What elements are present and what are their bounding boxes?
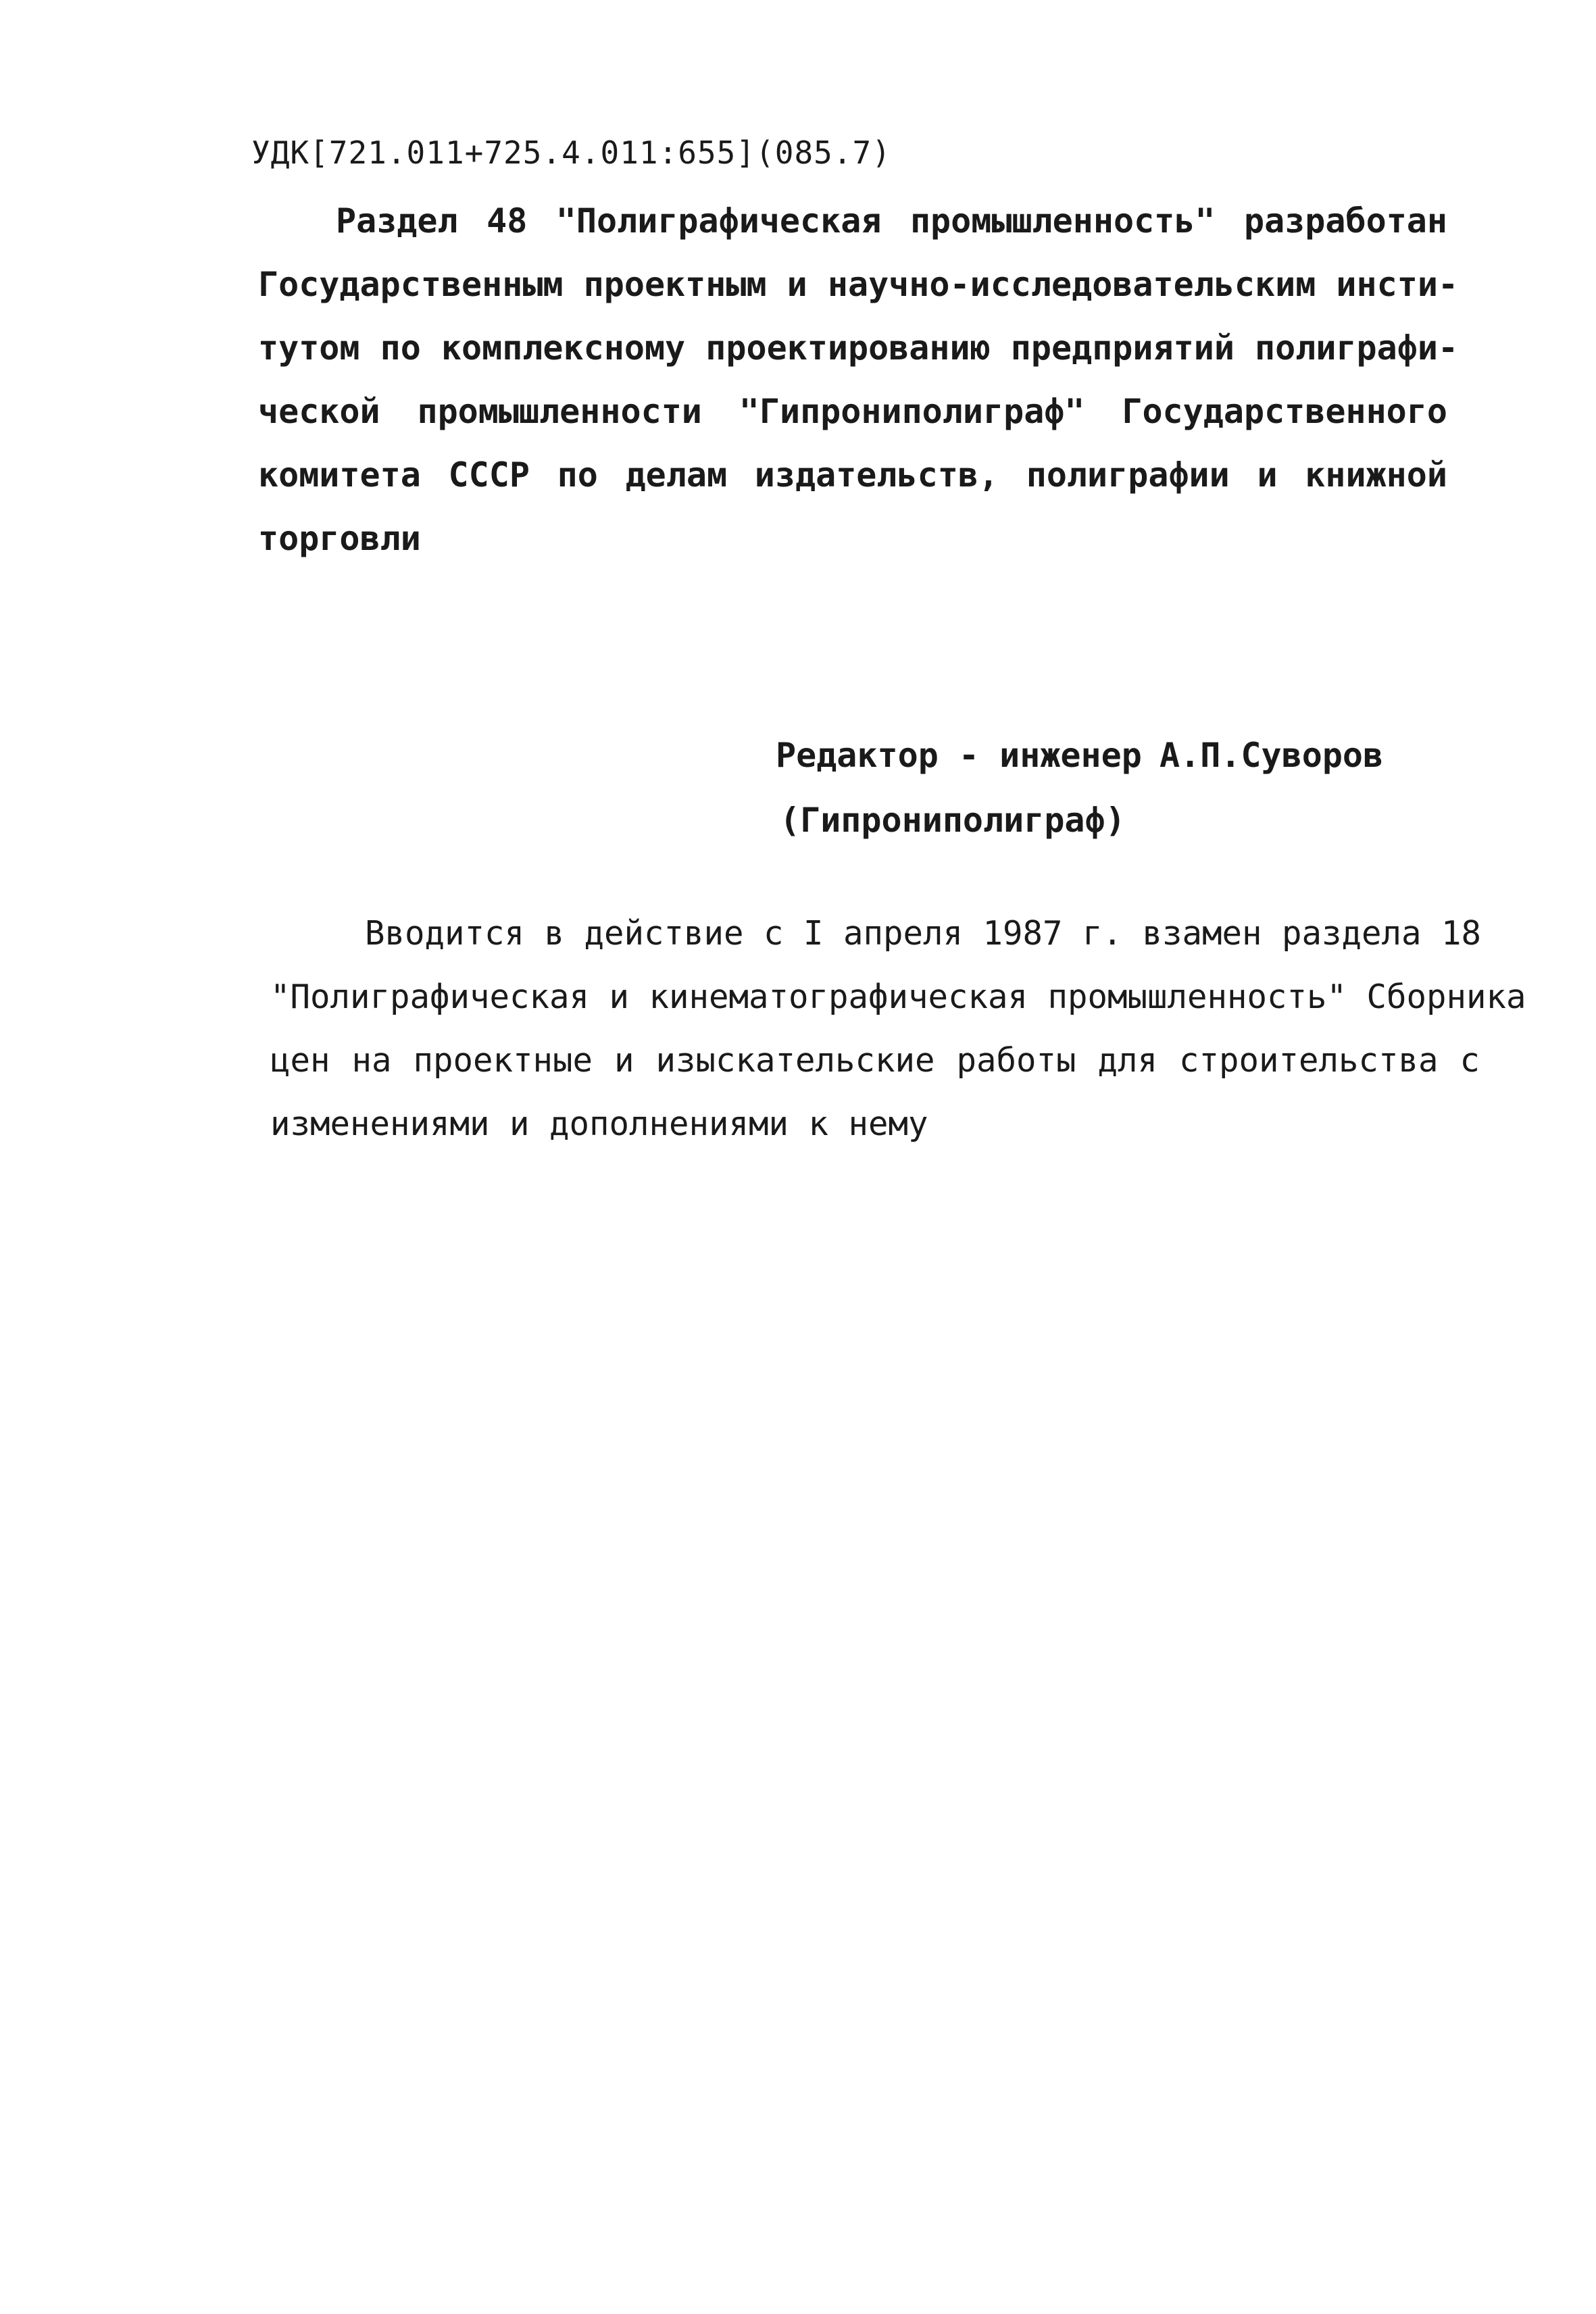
intro-line: цен на проектные и изыскательские работы для строительства с [270,1041,1480,1080]
intro-paragraph [270,902,1526,1156]
intro-line: изменениями и дополнениями к нему [270,1105,928,1143]
developer-paragraph [258,189,1459,570]
editor-role: Редактор - инженер [776,736,1142,775]
intro-line: "Полиграфическая и кинематографическая промышленность" Сборника [270,978,1526,1016]
developer-line: Государственным проектным и научно-исследовательским инсти- [258,265,1459,304]
developer-line: комитета СССР по делам издательств, полиграфии и книжной [258,455,1447,495]
intro-line: Вводится в действие с I апреля 1987 г. взамен раздела 18 [365,914,1482,953]
developer-line: Раздел 48 "Полиграфическая промышленность" разработан [336,201,1447,241]
editor-organization: (Гипрониполиграф) [780,801,1126,840]
editor-name: А.П.Суворов [1159,736,1384,775]
developer-line: тутом по комплексному проектированию предприятий полиграфи- [258,328,1459,368]
udk-code: УДК[721.011+725.4.011:655](085.7) [251,134,891,171]
editor-block [776,723,1383,853]
developer-line: ческой промышленности "Гипрониполиграф" Государственного [258,392,1447,431]
developer-line: торговли [258,519,421,558]
